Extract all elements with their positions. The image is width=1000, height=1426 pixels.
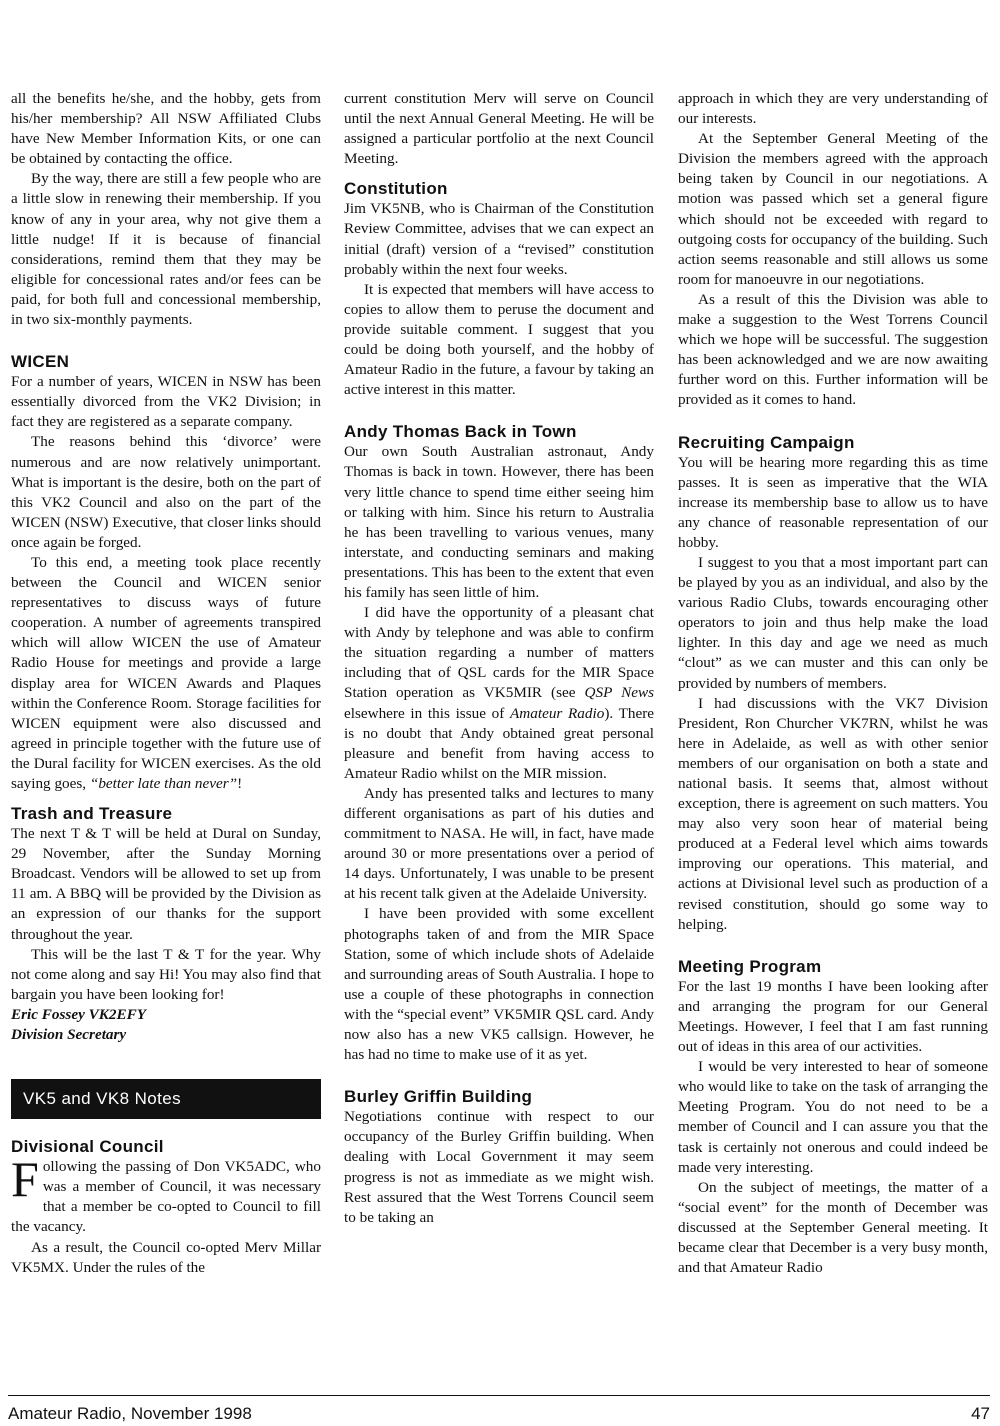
- section-heading-trash-and-treasure: Trash and Treasure: [11, 804, 173, 824]
- paragraph: [11, 553, 321, 794]
- column-1: [11, 89, 321, 1278]
- paragraph: Negotiations continue with respect to our occupancy of the Burley Griffin building. When dealing with Local Government it may seem progress is not as immediate as we might wish. Rest assured that the West Torrens Council seem to be taking an: [344, 1108, 654, 1226]
- paragraph: I had discussions with the VK7 Division President, Ron Churcher VK7RN, whilst he was here in Adelaide, as well as with other senior members of our organisation on both a state and national basis. It seems that, almost without exception, there is agreement on such matters. You may also very soon hear of material being produced at a Federal level which aims towards improving our operations. This material, and actions at Divisional level such as production of a revised constitution, should go some way to helping.: [678, 694, 988, 933]
- paragraph: I suggest to you that a most important part can be played by you as an individual, and also by the various Radio Clubs, towards encouraging other operators to join and thus help make the load lighter. In this day and age we need as much “clout” as we can muster and this can only be provided by numbers of members.: [678, 553, 988, 692]
- paragraph: It is expected that members will have access to copies to allow them to peruse the document and provide suitable comment. I suggest that you could be doing both yourself, and the hobby of Amateur Radio in the future, a favour by taking an active interest in this matter.: [344, 280, 654, 399]
- paragraph-end: !: [237, 775, 243, 792]
- column-2: [344, 89, 654, 1228]
- section-heading-recruiting-campaign: Recruiting Campaign: [678, 432, 855, 452]
- signature-name: Eric Fossey VK2EFY: [11, 1005, 147, 1023]
- paragraph: Jim VK5NB, who is Chairman of the Constitution Review Committee, advises that we can expect an initial (draft) version of a “revised” constitution probably within the next four weeks.: [344, 200, 654, 278]
- paragraph-text: elsewhere in this issue of: [344, 704, 505, 722]
- paragraph-text: To this end, a meeting took place recently between the Council and WICEN senior representatives to discuss ways of future cooperation. A number of agreements transpired which will allow WICEN the use of Amateur Radio House for meetings and provide a large display area for WICEN Awards and Plaques within the Conference Room. Storage facilities for WICEN equipment were also discussed and agreed in principle together with the future use of the Dural facility for WICEN exercises. As the old saying goes,: [11, 553, 321, 792]
- paragraph: At the September General Meeting of the Division the members agreed with the approach being taken by Council in our negotiations. A motion was passed which set a general figure which should not be exceeded with regard to outgoing costs for occupancy of the building. Such action seems reasonable and still allows us some room for manoeuvre in our negotiations.: [678, 130, 988, 288]
- publication-ref: QSP News: [584, 684, 655, 702]
- footer-publication: Amateur Radio, November 1998: [8, 1404, 252, 1423]
- paragraph: [11, 1151, 321, 1237]
- section-heading-burley-griffin: Burley Griffin Building: [344, 1087, 533, 1107]
- paragraph: Our own South Australian astronaut, Andy Thomas is back in town. However, there has been very little chance to spend time either seeing him or talking with him. Since his return to Australia he has been travelling to various venues, many interstate, and conducting seminars and making presentations. This has been to the extent that even his family has seen little of him.: [344, 443, 654, 601]
- paragraph-text: ollowing the passing of Don VK5ADC, who was a member of Council, it was necessary that a member be co-opted to Council to fill the vacancy.: [11, 1158, 321, 1236]
- section-heading-divisional-council: Divisional Council: [11, 1137, 164, 1157]
- paragraph: I have been provided with some excellent photographs taken of and from the MIR Space Station, some of which include shots of Adelaide and surrounding areas of South Australia. I hope to use a couple of these photographs in connection with the “special event” VK5MIR QSL card. Andy now also has a new VK5 callsign. However, he has had no time to make use of it as yet.: [344, 905, 655, 1064]
- paragraph: all the benefits he/she, and the hobby, gets from his/her membership? All NSW Affiliated Clubs have New Member Information Kits, or one can be obtained by contacting the office.: [11, 90, 321, 168]
- paragraph: As a result, the Council co-opted Merv Millar VK5MX. Under the rules of the: [11, 1238, 321, 1276]
- paragraph: As a result of this the Division was able to make a suggestion to the West Torrens Council which we hope will be successful. The suggestion has been acknowledged and we are now awaiting further word on this. Further information will be provided as it comes to hand.: [678, 290, 988, 409]
- quote: “better late than never”: [89, 775, 238, 792]
- paragraph: [344, 603, 654, 784]
- signature-title: Division Secretary: [11, 1026, 127, 1044]
- paragraph: For a number of years, WICEN in NSW has been essentially divorced from the VK2 Division; in fact they are registered as a separate company.: [11, 373, 321, 431]
- paragraph: The reasons behind this ‘divorce’ were numerous and are now relatively unimportant. What is important is the desire, both on the part of this VK2 Council and also on the part of the WICEN (NSW) Executive, that closer links should once again be forged.: [11, 433, 322, 551]
- section-heading-constitution: Constitution: [344, 179, 448, 199]
- paragraph: approach in which they are very understanding of our interests.: [678, 90, 988, 128]
- drop-cap: F: [11, 1151, 39, 1208]
- paragraph: For the last 19 months I have been looking after and arranging the program for our General Meetings. However, I feel that I am fast running out of ideas in this area of our activities.: [678, 977, 988, 1056]
- section-heading-meeting-program: Meeting Program: [678, 956, 822, 976]
- section-heading-wicen: WICEN: [11, 352, 70, 372]
- column-3: [678, 89, 988, 1278]
- paragraph-text: ). There is no doubt that Andy obtained great personal pleasure and benefit from having access to Amateur Radio whilst on the MIR mission.: [344, 704, 655, 782]
- paragraph: current constitution Merv will serve on Council until the next Annual General Meeting. He will be assigned a particular portfolio at the next Council Meeting.: [344, 90, 654, 168]
- paragraph-text: I did have the opportunity of a pleasant chat with Andy by telephone and was able to confirm the situation regarding a number of matters including that of QSL cards for the MIR Space Station operation as VK5MIR (see: [344, 604, 654, 702]
- page-footer: [8, 1395, 990, 1423]
- paragraph: Andy has presented talks and lectures to many different organisations as part of his duties and commitment to NASA. He will, in fact, have made around 30 or more presentations over a period of 14 days. Unfortunately, I was unable to be present at his recent talk given at the Adelaide University.: [344, 784, 654, 903]
- section-heading-andy-thomas: Andy Thomas Back in Town: [344, 422, 577, 442]
- section-banner-vk5-vk8: VK5 and VK8 Notes: [11, 1079, 321, 1119]
- paragraph: You will be hearing more regarding this as time passes. It is seen as imperative that the WIA increase its membership base to allow us to have any chance of reasonable representation of our hobby.: [678, 453, 988, 551]
- paragraph: The next T & T will be held at Dural on Sunday, 29 November, after the Sunday Morning Broadcast. Vendors will be allowed to set up from 11 am. A BBQ will be provided by the Division as an expression of our thanks for the support throughout the year.: [11, 825, 321, 943]
- paragraph: On the subject of meetings, the matter of a “social event” for the month of December was discussed at the September General meeting. It became clear that December is a very busy month, and that Amateur Radio: [678, 1178, 988, 1277]
- page-number: 47: [971, 1404, 990, 1423]
- paragraph: I would be very interested to hear of someone who would like to take on the task of arranging the Meeting Program. You do not need to be a member of Council and I can assure you that the task is certainly not onerous and could indeed be made very interesting.: [678, 1058, 988, 1176]
- paragraph: By the way, there are still a few people who are a little slow in renewing their membership. If you know of any in your area, why not give them a little nudge! If it is because of financial considerations, remind them that they may be eligible for concessional rates and/or fees can be paid, for both full and concessional membership, in two six-monthly payments.: [11, 170, 321, 329]
- paragraph: This will be the last T & T for the year. Why not come along and say Hi! You may also find that bargain you have been looking for!: [11, 945, 321, 1003]
- publication-ref: Amateur Radio: [510, 704, 605, 722]
